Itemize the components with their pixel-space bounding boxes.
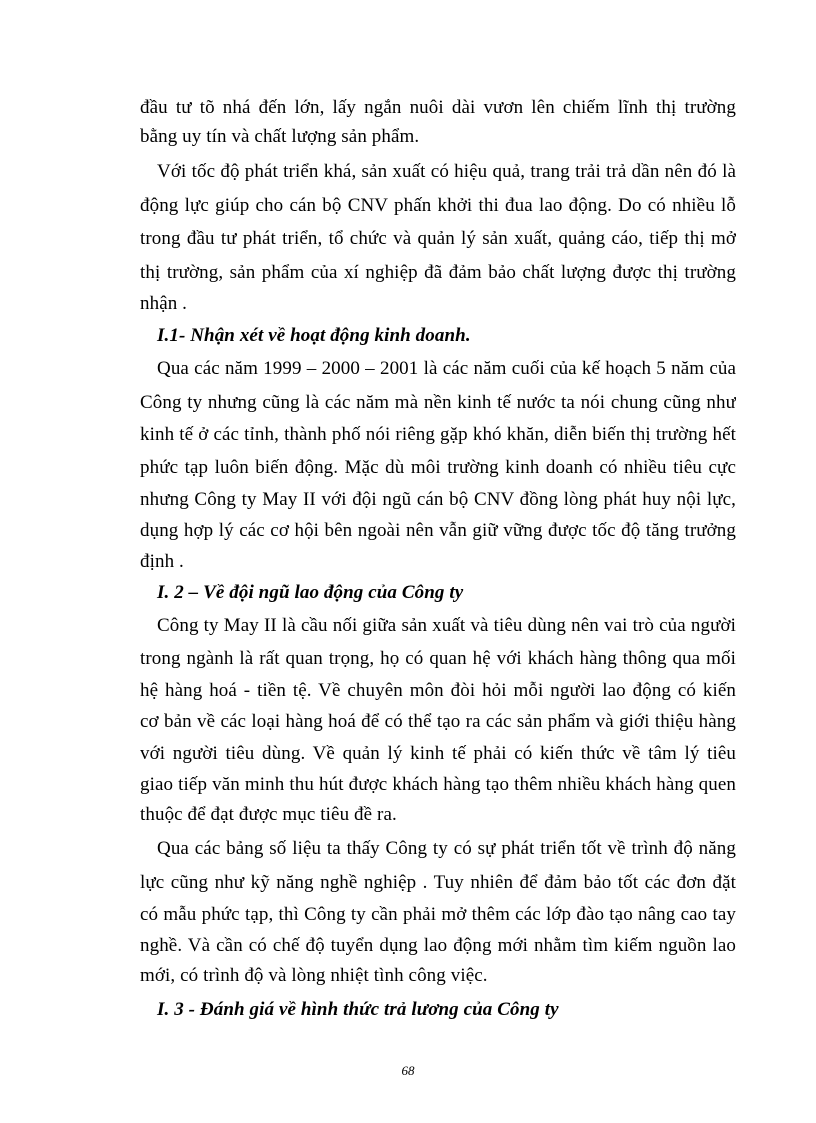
text-line: Công ty May II là cầu nối giữa sản xuất và tiêu dùng nên vai trò của người [157,615,736,636]
text-line: dụng hợp lý các cơ hội bên ngoài nên vẫn giữ vững được tốc độ tăng trưởng [140,520,736,541]
text-line: định . [140,551,184,572]
text-line: nhận . [140,293,188,314]
text-line: thuộc để đạt được mục tiêu đề ra. [140,804,397,825]
text-line: Công ty nhưng cũng là các năm mà nền kinh tế nước ta nói chung cũng như [140,392,736,413]
text-line: kinh tế ở các tỉnh, thành phố nói riêng gặp khó khăn, diễn biến thị trường hết [140,424,736,445]
text-line: Qua các năm 1999 – 2000 – 2001 là các năm cuối của kế hoạch 5 năm của [157,358,736,379]
text-line: cơ bản về các loại hàng hoá để có thể tạo ra các sản phẩm và giới thiệu hàng [140,711,736,732]
text-line: Qua các bảng số liệu ta thấy Công ty có sự phát triển tốt về trình độ năng [157,838,736,859]
page-number: 68 [401,1063,415,1078]
text-line: trong ngành là rất quan trọng, họ có quan hệ với khách hàng thông qua mối [140,648,736,669]
text-line: có mẫu phức tạp, thì Công ty cần phải mở thêm các lớp đào tạo nâng cao tay [140,904,736,925]
section-heading: I. 2 – Về đội ngũ lao động của Công ty [157,582,464,603]
text-line: mới, có trình độ và lòng nhiệt tình công việc. [140,965,488,986]
text-line: hệ hàng hoá - tiền tệ. Về chuyên môn đòi hỏi mỗi người lao động có kiến [140,680,736,701]
text-line: động lực giúp cho cán bộ CNV phấn khởi thi đua lao động. Do có nhiều lỗ [140,195,736,216]
text-line: Với tốc độ phát triển khá, sản xuất có hiệu quả, trang trải trả dần nên đó là [157,161,736,182]
text-line: phức tạp luôn biến động. Mặc dù môi trường kinh doanh có nhiều tiêu cực [140,457,736,478]
text-line: giao tiếp văn minh thu hút được khách hàng tạo thêm nhiều khách hàng quen [140,774,736,795]
text-line: nghề. Và cần có chế độ tuyển dụng lao động mới nhằm tìm kiếm nguồn lao [140,935,736,956]
text-line: bằng uy tín và chất lượng sản phẩm. [140,126,420,147]
text-line: trong đầu tư phát triển, tổ chức và quản lý sản xuất, quảng cáo, tiếp thị mở [140,228,736,249]
text-line: thị trường, sản phẩm của xí nghiệp đã đảm bảo chất lượng được thị trường [140,262,736,283]
section-heading: I.1- Nhận xét về hoạt động kinh doanh. [157,325,471,346]
text-line: lực cũng như kỹ năng nghề nghiệp . Tuy nhiên để đảm bảo tốt các đơn đặt [140,872,736,893]
section-heading: I. 3 - Đánh giá về hình thức trả lương của Công ty [157,999,559,1020]
text-line: nhưng Công ty May II với đội ngũ cán bộ CNV đồng lòng phát huy nội lực, [140,489,736,510]
text-line: đầu tư tõ nhá đến lớn, lấy ngắn nuôi dài vươn lên chiếm lĩnh thị trường [140,97,736,118]
text-line: với người tiêu dùng. Về quản lý kinh tế phải có kiến thức về tâm lý tiêu [140,743,736,764]
